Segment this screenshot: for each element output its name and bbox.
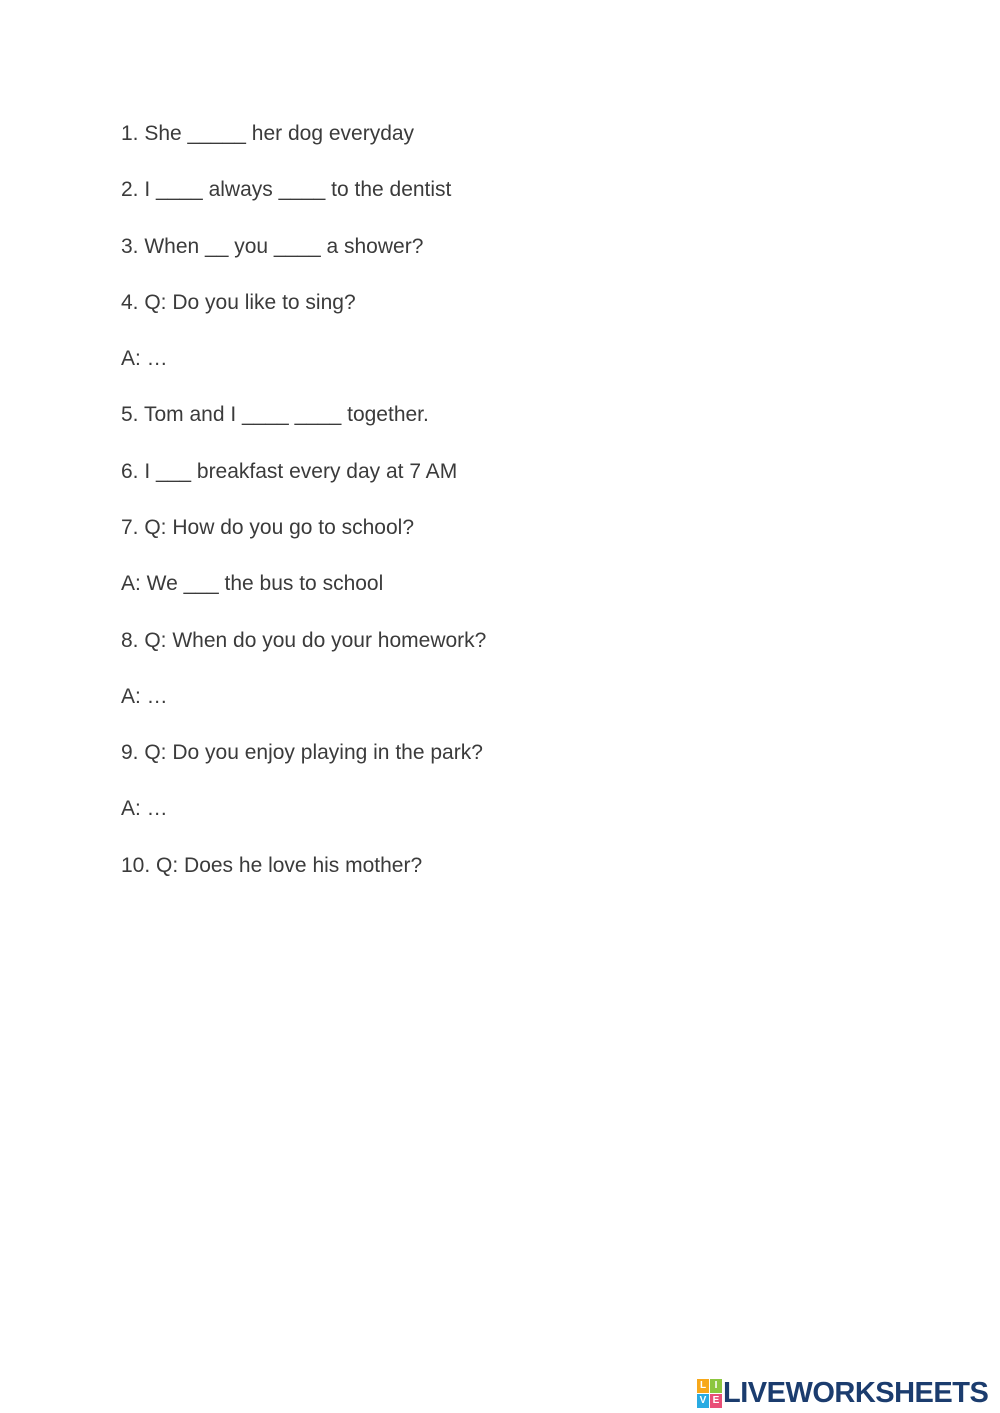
question-1: 1. She _____ her dog everyday	[121, 122, 415, 145]
question-4: 4. Q: Do you like to sing?	[121, 291, 356, 314]
question-3: 3. When __ you ____ a shower?	[121, 235, 424, 258]
logo-mark-letter: E	[710, 1394, 722, 1408]
answer-9: A: …	[121, 797, 168, 820]
worksheet	[121, 0, 941, 1413]
question-5: 5. Tom and I ____ ____ together.	[121, 403, 429, 426]
answer-4: A: …	[121, 347, 168, 370]
question-9: 9. Q: Do you enjoy playing in the park?	[121, 741, 483, 764]
question-10: 10. Q: Does he love his mother?	[121, 854, 423, 877]
logo-mark-letter: I	[710, 1379, 722, 1393]
question-6: 6. I ___ breakfast every day at 7 AM	[121, 460, 458, 483]
answer-8: A: …	[121, 685, 168, 708]
logo-text: LIVEWORKSHEETS	[723, 1376, 989, 1409]
question-8: 8. Q: When do you do your homework?	[121, 629, 487, 652]
answer-7: A: We ___ the bus to school	[121, 572, 384, 595]
logo-mark-icon	[697, 1379, 721, 1407]
logo-mark-letter: V	[697, 1394, 709, 1408]
logo-mark-letter: L	[697, 1379, 709, 1393]
liveworksheets-logo	[697, 1377, 988, 1409]
question-2: 2. I ____ always ____ to the dentist	[121, 178, 452, 201]
question-7: 7. Q: How do you go to school?	[121, 516, 415, 539]
